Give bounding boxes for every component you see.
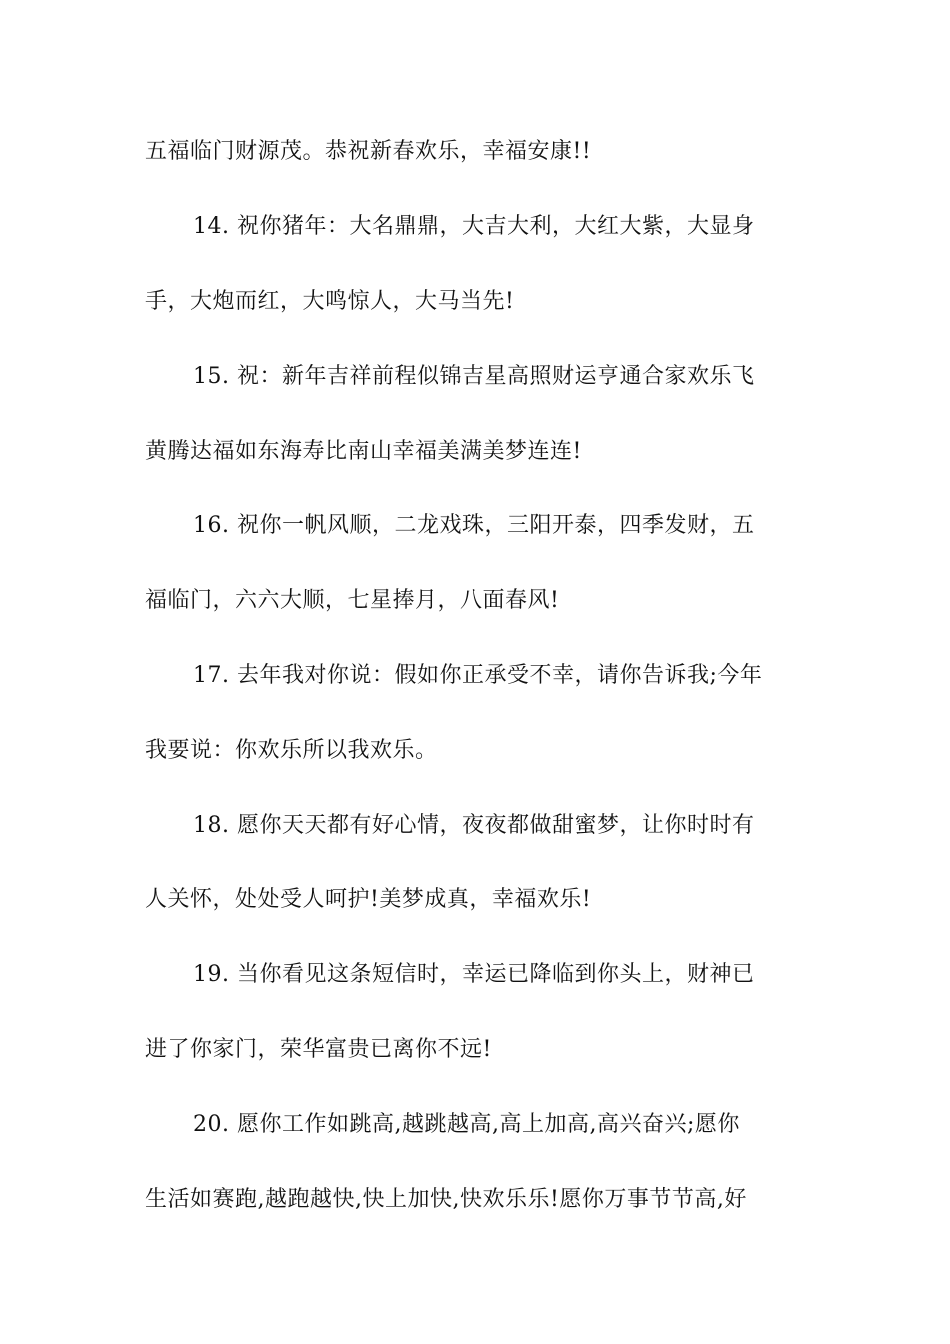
item-15-line-1: 15. 祝：新年吉祥前程似锦吉星高照财运亨通合家欢乐飞 (193, 364, 755, 389)
item-16-line-2: 福临门，六六大顺，七星捧月，八面春风! (145, 588, 560, 613)
text-line-1: 五福临门财源茂。恭祝新春欢乐，幸福安康!! (145, 139, 592, 164)
item-18-line-2: 人关怀，处处受人呵护!美梦成真，幸福欢乐! (145, 887, 592, 912)
item-14-line-2: 手，大炮而红，大鸣惊人，大马当先! (145, 289, 515, 314)
item-16-line-1: 16. 祝你一帆风顺，二龙戏珠，三阳开泰，四季发财，五 (193, 513, 755, 538)
item-20-line-2: 生活如赛跑,越跑越快,快上加快,快欢乐乐!愿你万事节节高,好 (145, 1187, 747, 1212)
item-15-line-2: 黄腾达福如东海寿比南山幸福美满美梦连连! (145, 439, 582, 464)
item-17-line-2: 我要说：你欢乐所以我欢乐。 (145, 738, 438, 763)
item-14-line-1: 14. 祝你猪年：大名鼎鼎，大吉大利，大红大紫，大显身 (193, 214, 755, 239)
item-19-line-1: 19. 当你看见这条短信时，幸运已降临到你头上，财神已 (193, 962, 755, 987)
item-18-line-1: 18. 愿你天天都有好心情，夜夜都做甜蜜梦，让你时时有 (193, 813, 755, 838)
item-20-line-1: 20. 愿你工作如跳高,越跳越高,高上加高,高兴奋兴;愿你 (193, 1112, 740, 1137)
item-19-line-2: 进了你家门，荣华富贵已离你不远! (145, 1037, 492, 1062)
item-17-line-1: 17. 去年我对你说：假如你正承受不幸，请你告诉我;今年 (193, 663, 763, 688)
